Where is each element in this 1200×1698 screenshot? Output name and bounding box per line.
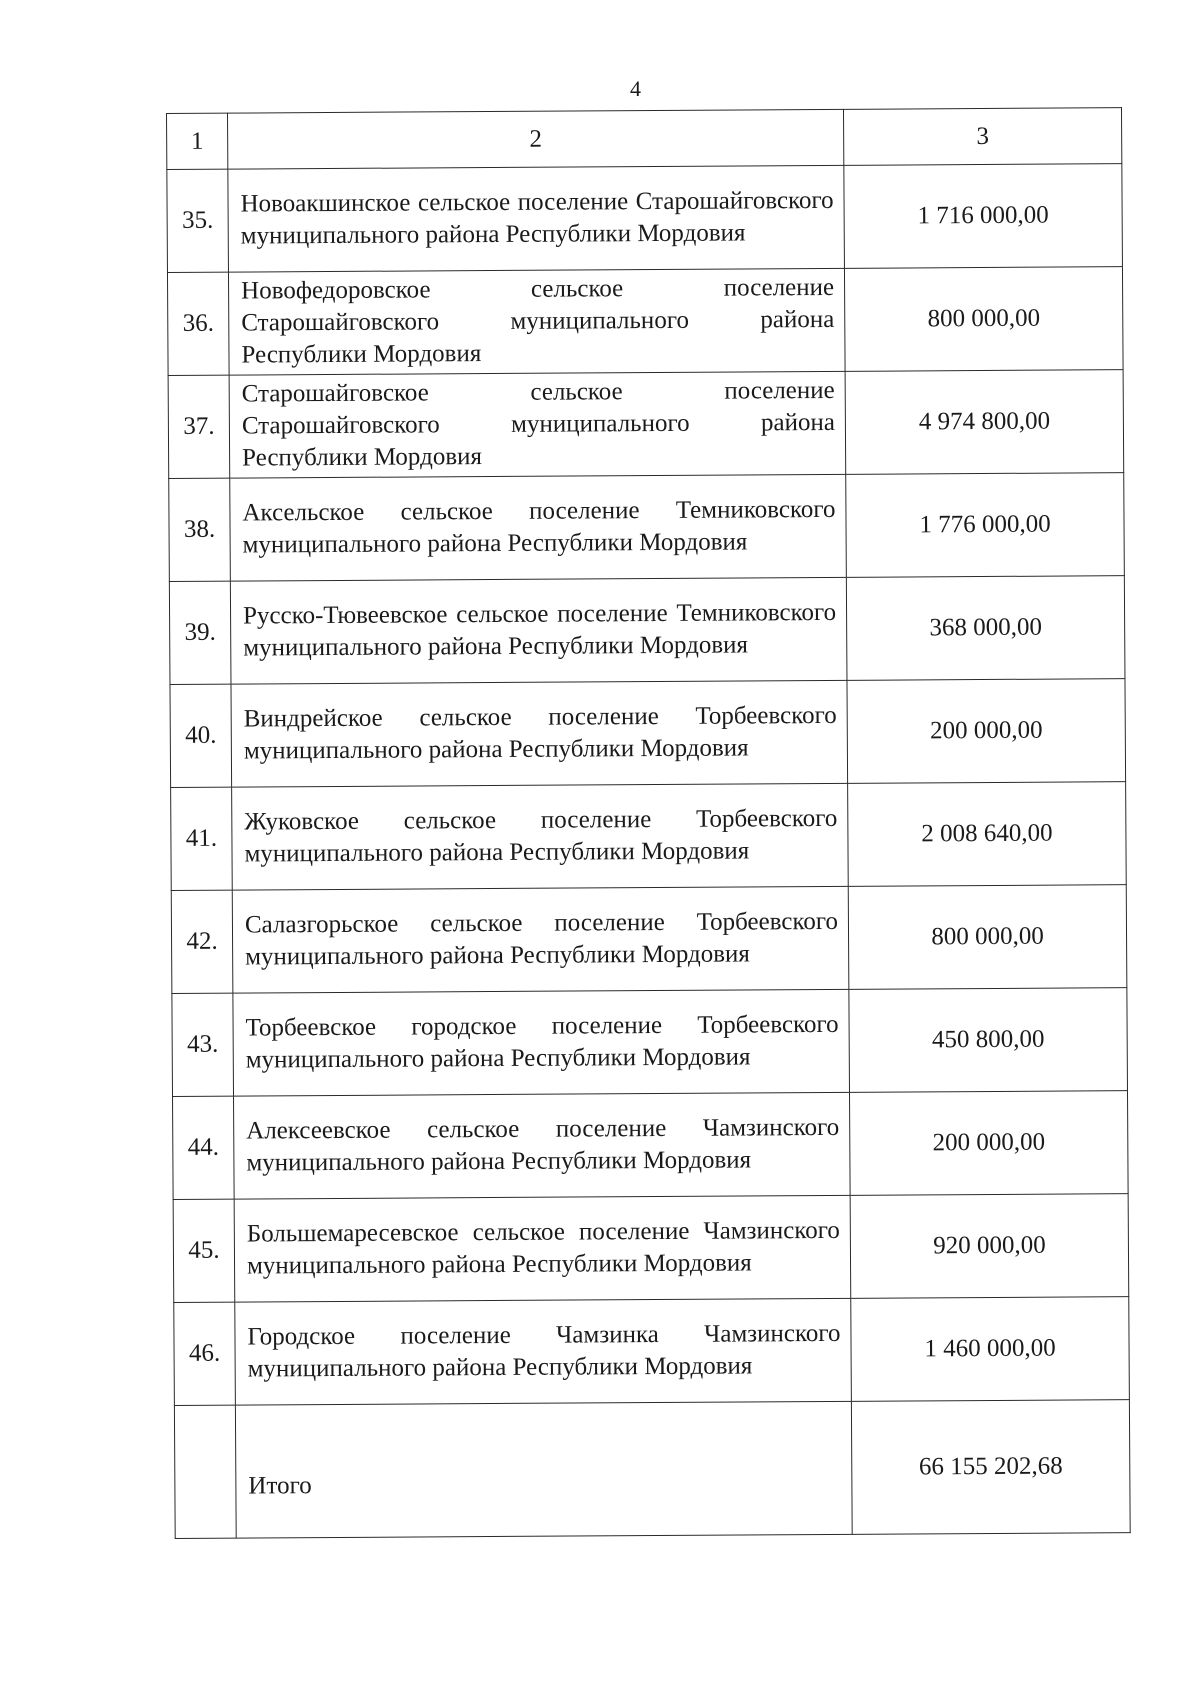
amount-cell xyxy=(850,1194,1129,1299)
table-row xyxy=(172,988,1128,1097)
column-number-header: 1 xyxy=(167,113,228,169)
row-number: 37. xyxy=(168,375,230,478)
table-header-row xyxy=(167,108,1122,170)
amount-value: 200 000,00 xyxy=(932,1128,1046,1157)
row-number: 43. xyxy=(172,993,234,1096)
amount-value: 1 776 000,00 xyxy=(919,510,1051,539)
settlement-name: Жуковское сельское поселение Торбеевского муниципального района Республики Мордовия xyxy=(232,783,849,890)
row-number: 40. xyxy=(170,684,232,787)
amount-cell xyxy=(846,576,1125,681)
amount-value: 368 000,00 xyxy=(929,613,1042,642)
amount-value: 4 974 800,00 xyxy=(918,407,1051,436)
settlement-name: Новоакшинское сельское поселение Старошайговского муниципального района Республики Мордовия xyxy=(228,165,845,272)
row-number: 41. xyxy=(171,787,233,890)
row-number: 45. xyxy=(173,1199,235,1302)
amount-cell xyxy=(845,370,1124,475)
amount-value: 200 000,00 xyxy=(929,716,1043,745)
amount-value: 450 800,00 xyxy=(931,1025,1045,1054)
settlement-name: Большемаресевское сельское поселение Чамзинского муниципального района Республики Мордовия xyxy=(234,1195,851,1302)
row-number: 42. xyxy=(171,890,233,993)
table-row xyxy=(171,885,1127,994)
table-row xyxy=(169,576,1125,685)
amount-cell xyxy=(844,267,1123,372)
total-number-empty xyxy=(174,1405,236,1538)
total-row xyxy=(174,1400,1130,1539)
amount-cell xyxy=(848,885,1127,990)
row-number: 39. xyxy=(169,581,231,684)
table-row xyxy=(167,267,1123,376)
amount-value: 1 460 000,00 xyxy=(924,1334,1056,1363)
amount-value: 1 716 000,00 xyxy=(917,201,1049,230)
table-row xyxy=(174,1297,1130,1406)
amount-cell xyxy=(846,473,1125,578)
total-amount-value: 66 155 202,68 xyxy=(918,1452,1063,1481)
amount-cell xyxy=(849,988,1128,1093)
total-label: Итого xyxy=(235,1401,852,1538)
allocation-table-body xyxy=(167,108,1131,1539)
amount-cell xyxy=(848,782,1127,887)
amount-cell xyxy=(849,1091,1128,1196)
amount-value: 2 008 640,00 xyxy=(921,819,1053,848)
row-number: 35. xyxy=(167,169,229,272)
row-number: 38. xyxy=(169,478,231,581)
settlement-name: Алексеевское сельское поселение Чамзинского муниципального района Республики Мордовия xyxy=(234,1092,851,1199)
table-row xyxy=(168,370,1124,479)
settlement-name: Салазгорьское сельское поселение Торбеевского муниципального района Республики Мордовия xyxy=(232,886,849,993)
settlement-name: Русско-Тювеевское сельское поселение Темниковского муниципального района Республики Мордовия xyxy=(230,577,847,684)
settlement-name: Аксельское сельское поселение Темниковского муниципального района Республики Мордовия xyxy=(230,474,847,581)
settlement-name: Городское поселение Чамзинка Чамзинского муниципального района Республики Мордовия xyxy=(235,1298,852,1405)
amount-cell xyxy=(851,1297,1130,1402)
table-row xyxy=(169,473,1125,582)
amount-cell xyxy=(847,679,1126,784)
settlement-name: Новофедоровское сельское поселение Старошайговского муниципального района Республики Мордовия xyxy=(228,268,845,375)
table-row xyxy=(167,164,1123,273)
column-name-header: 2 xyxy=(228,109,844,169)
settlement-name: Торбеевское городское поселение Торбеевского муниципального района Республики Мордовия xyxy=(233,989,850,1096)
settlement-name: Виндрейское сельское поселение Торбеевского муниципального района Республики Мордовия xyxy=(231,680,848,787)
page-number: 4 xyxy=(630,76,641,101)
row-number: 36. xyxy=(167,272,229,375)
settlement-name: Старошайговское сельское поселение Старошайговского муниципального района Республики Мордовия xyxy=(229,371,846,478)
table-row xyxy=(173,1194,1129,1303)
table-row xyxy=(173,1091,1129,1200)
column-amount-header: 3 xyxy=(843,108,1121,166)
amount-value: 800 000,00 xyxy=(927,304,1041,333)
row-number: 44. xyxy=(173,1096,235,1199)
allocation-table xyxy=(166,107,1131,1539)
table-row xyxy=(171,782,1127,891)
total-amount-cell xyxy=(851,1400,1130,1535)
row-number: 46. xyxy=(174,1302,236,1405)
amount-value: 920 000,00 xyxy=(933,1231,1046,1260)
amount-value: 800 000,00 xyxy=(931,922,1044,951)
table-row xyxy=(170,679,1126,788)
amount-cell xyxy=(844,164,1123,269)
